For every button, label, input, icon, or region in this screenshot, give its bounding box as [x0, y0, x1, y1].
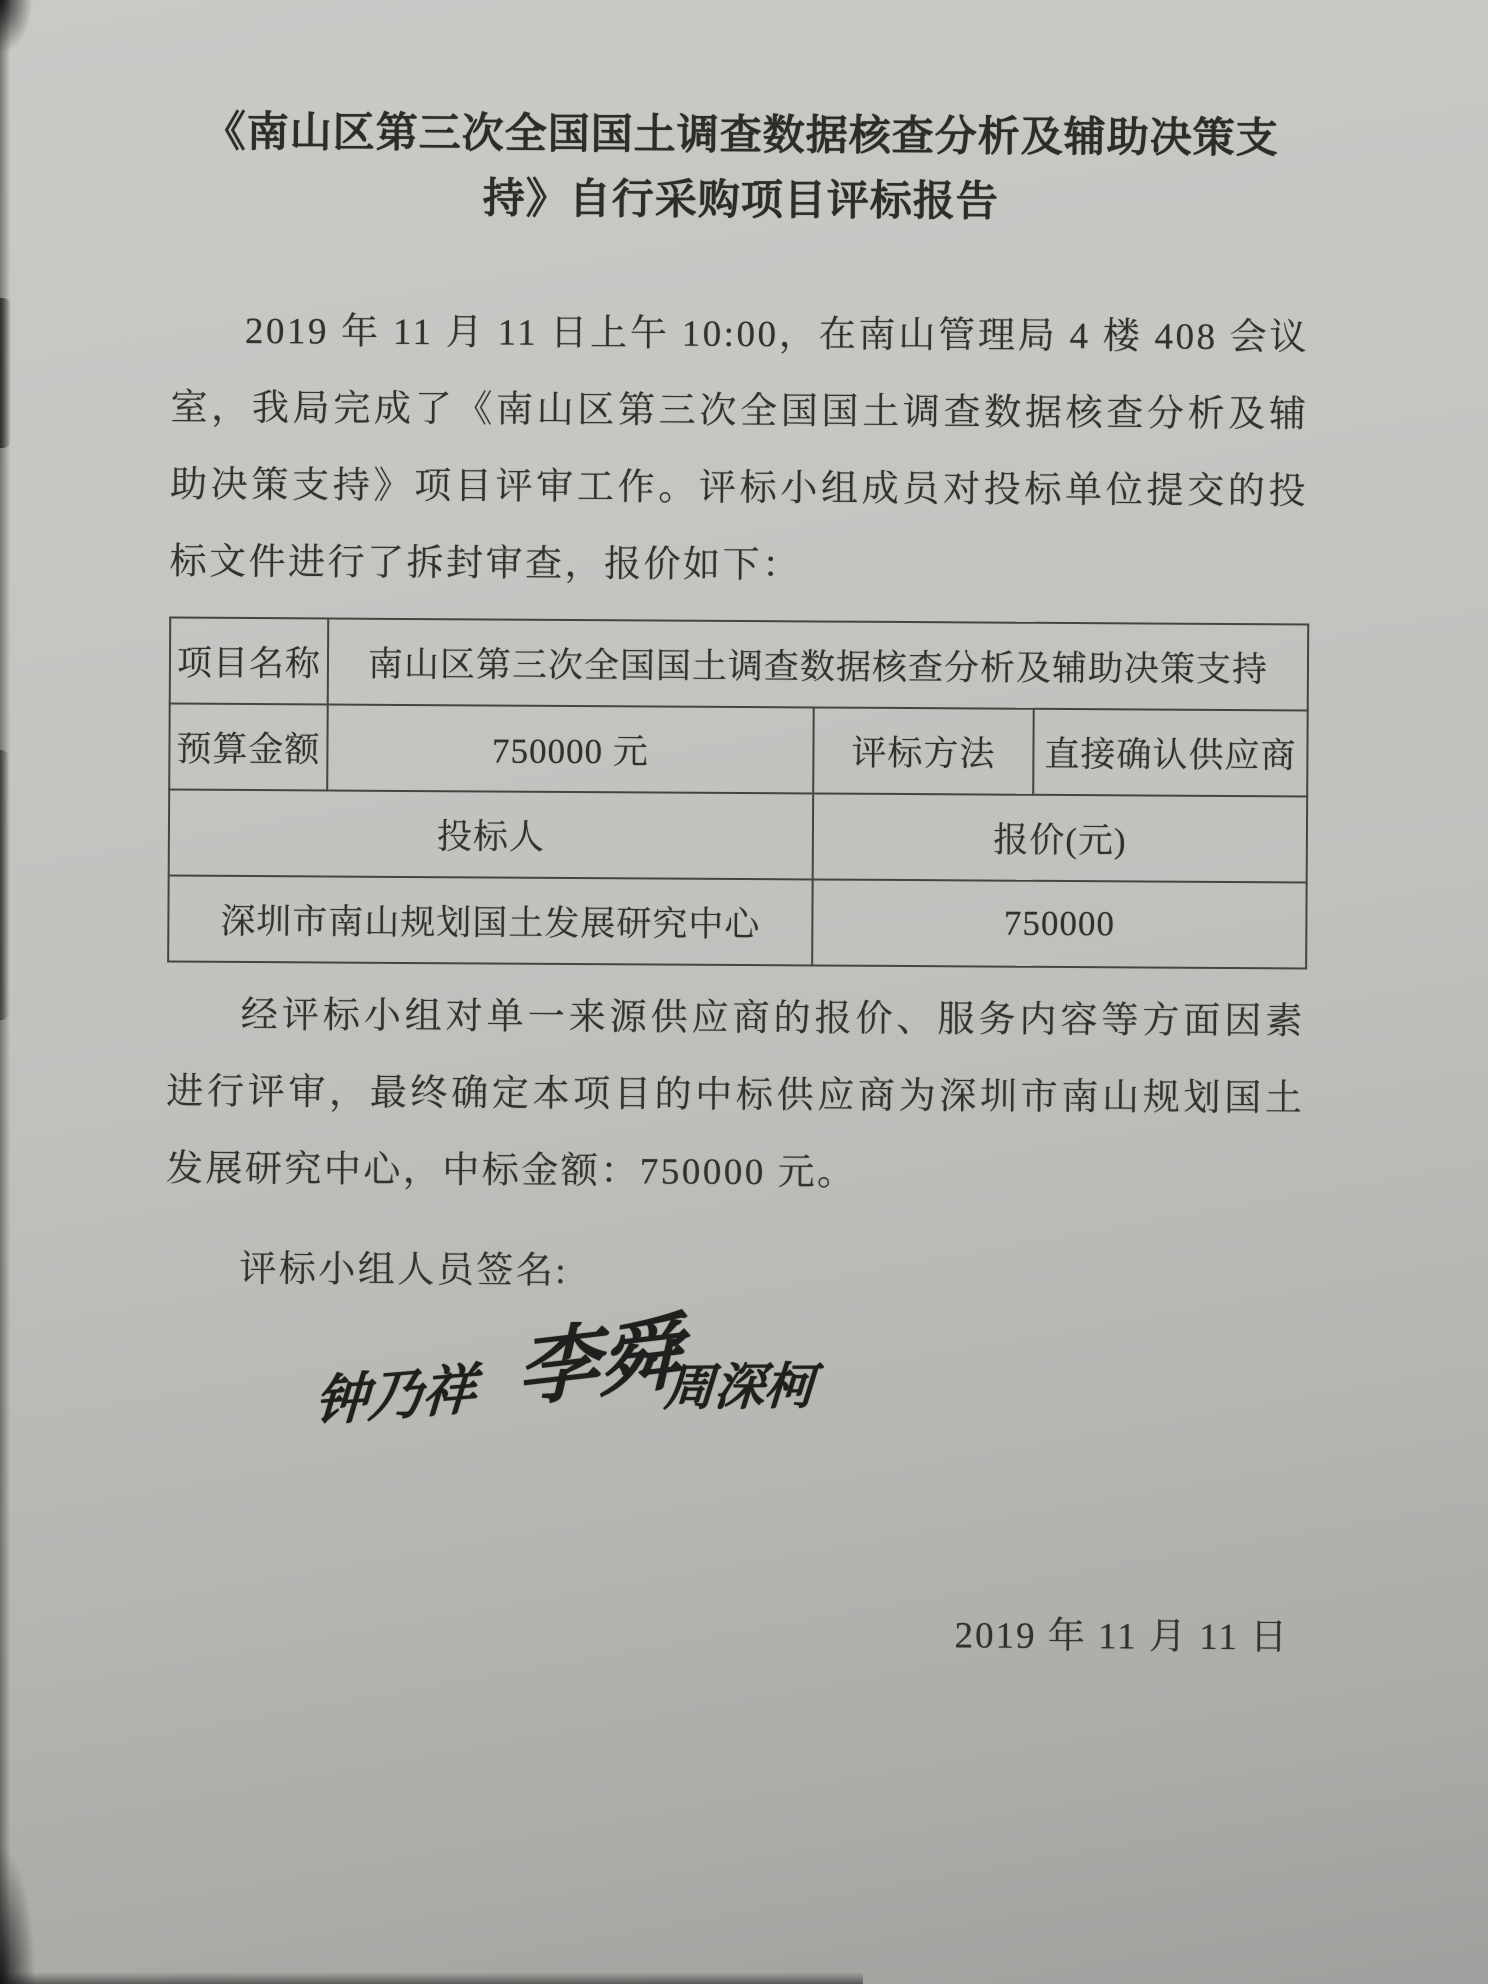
document-title-line-1: 《南山区第三次全国国土调查数据核查分析及辅助决策支 — [203, 109, 1279, 163]
table-row-project — [170, 618, 1309, 711]
budget-value: 750000 元 — [327, 704, 814, 793]
photo-edge-mark-upper — [0, 298, 11, 448]
table-row-headers — [169, 790, 1308, 883]
handwritten-signature-3: 周深柯 — [662, 1358, 816, 1416]
project-name-label: 项目名称 — [170, 618, 329, 705]
method-value: 直接确认供应商 — [1033, 709, 1308, 797]
photo-edge-bottom — [0, 1972, 863, 1984]
quote-header: 报价(元) — [813, 793, 1308, 882]
report-date: 2019 年 11 月 11 日 — [954, 1615, 1290, 1659]
project-name-value: 南山区第三次全国国土调查数据核查分析及辅助决策支持 — [328, 618, 1309, 710]
photo-corner-bottom-left — [0, 1844, 36, 1984]
bidder-name: 深圳市南山规划国土发展研究中心 — [168, 876, 813, 966]
document-content — [163, 0, 1311, 1660]
paragraph-opening: 2019 年 11 月 11 日上午 10:00，在南山管理局 4 楼 408 会议室，我局完成了《南山区第三次全国国土调查数据核查分析及辅助决策支持》项目评审工作。评标小组成员对投标单位提交的投标文件进行了拆封审查，报价如下： — [169, 310, 1310, 587]
signature-label: 评标小组人员签名: — [239, 1248, 569, 1292]
budget-label: 预算金额 — [169, 704, 328, 791]
document-title — [172, 101, 1311, 238]
quote-value: 750000 — [812, 879, 1307, 968]
paragraph-result: 经评标小组对单一来源供应商的报价、服务内容等方面因素进行评审，最终确定本项目的中标供应商为深圳市南山规划国土发展研究中心，中标金额：750000 元。 — [165, 994, 1305, 1194]
photo-edge-mark-middle — [0, 750, 9, 1020]
photo-corner-top-left — [0, 0, 34, 56]
bidder-header: 投标人 — [169, 790, 814, 880]
signature-row — [164, 1292, 1303, 1479]
table-row-budget-method — [169, 704, 1308, 797]
handwritten-signature-2: 李舜 — [516, 1306, 681, 1417]
table-row-bid — [168, 876, 1307, 969]
bid-info-table — [167, 617, 1309, 970]
method-label: 评标方法 — [813, 707, 1034, 794]
handwritten-signature-1: 钟乃祥 — [312, 1359, 478, 1433]
document-title-line-2: 持》自行采购项目评标报告 — [482, 176, 999, 226]
